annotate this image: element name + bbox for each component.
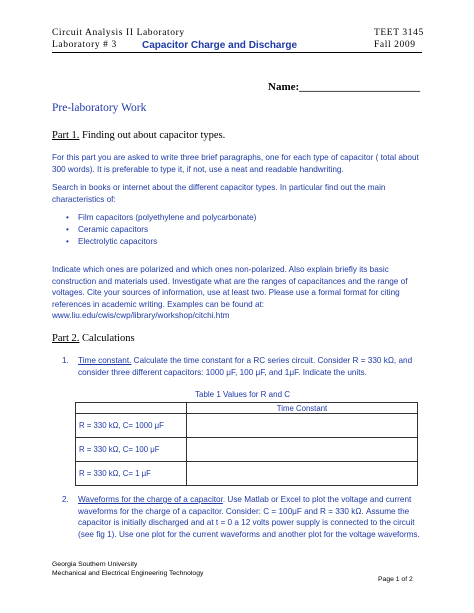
table-row-label: R = 330 kΩ, C= 1 μF — [76, 462, 187, 486]
part1-paragraph-1: For this part you are asked to write three brief paragraphs, one for each type of capacitor ( total about 300 words). It is preferable to type it, if not, use a neat and readable handwriting. — [52, 153, 419, 174]
item-title: Waveforms for the charge of a capacitor — [78, 495, 223, 504]
part1-label: Part 1. — [52, 130, 80, 141]
footer-university: Georgia Southern University — [52, 561, 138, 568]
footer-department: Mechanical and Electrical Engineering Technology — [52, 570, 204, 577]
table-row — [76, 438, 418, 462]
lab-title: Capacitor Charge and Discharge — [142, 40, 298, 51]
lab-number: Laboratory # 3 — [52, 40, 117, 50]
list-item: • Film capacitors (polyethylene and polycarbonate) — [78, 212, 256, 224]
term: Fall 2009 — [374, 40, 416, 50]
course-name: Circuit Analysis II Laboratory — [52, 28, 185, 38]
table-row — [76, 414, 418, 438]
item-text: . Use Matlab or Excel to plot the voltage and current waveforms for the charge of a capacitor. Consider: C = 100μF and R = 330 kΩ. Assume the capacitor is initially discharged and at t = 0 a 12 volts power supply is connected to the circuit (see fig 1). Use one plot for the current waveforms and another plot for the voltage waveforms. — [78, 495, 420, 539]
footer-left — [52, 560, 203, 578]
table-header-row — [76, 403, 418, 414]
part1-title: Finding out about capacitor types. — [79, 130, 226, 141]
table-header-empty — [76, 403, 187, 414]
table-row — [76, 462, 418, 486]
part2-label: Part 2. — [52, 333, 80, 344]
prelab-title: Pre-laboratory Work — [52, 102, 147, 114]
time-constant-table — [75, 402, 418, 486]
list-item: • Ceramic capacitors — [78, 224, 256, 236]
list-item: • Electrolytic capacitors — [78, 236, 256, 248]
table-header-time-constant: Time Constant — [187, 403, 418, 414]
part1-paragraph-3: Indicate which ones are polarized and which ones non-polarized. Also explain briefly its basic construction and materials used. Investigate what are the ranges of capacitances and the range of voltages. Cite your sources of information, use at least two. Please use a formal format for citing references in academic writing. Examples can be found at: — [52, 265, 408, 309]
item-title: Time constant. — [78, 356, 132, 365]
part2-title: Calculations — [79, 333, 135, 344]
name-field-label: Name:______________________ — [268, 81, 421, 93]
time-constant-cell[interactable] — [187, 414, 418, 438]
part1-heading — [52, 130, 225, 141]
calc-item-2 — [62, 494, 432, 540]
time-constant-cell[interactable] — [187, 438, 418, 462]
calc-item-1 — [62, 355, 432, 378]
capacitor-type-list — [52, 212, 256, 247]
citation-link[interactable]: www.liu.edu/cwis/cwp/library/workshop/citchi.htm — [52, 311, 230, 320]
item-text: Calculate the time constant for a RC series circuit. Consider R = 330 kΩ, and consider three different capacitors: 1000 μF, 100 μF, and 1μF. Indicate the units. — [78, 356, 413, 377]
course-code: TEET 3145 — [374, 28, 424, 38]
item-number: 1. — [62, 356, 69, 365]
item-number: 2. — [62, 495, 69, 504]
table-caption: Table 1 Values for R and C — [195, 390, 291, 399]
part1-paragraph-2: Search in books or internet about the different capacitor types. In particular find out the main characteristics of: — [52, 183, 386, 204]
header-divider — [52, 52, 422, 53]
part2-heading — [52, 333, 135, 344]
table-row-label: R = 330 kΩ, C= 1000 μF — [76, 414, 187, 438]
page-number: Page 1 of 2 — [378, 576, 413, 583]
table-row-label: R = 330 kΩ, C= 100 μF — [76, 438, 187, 462]
time-constant-cell[interactable] — [187, 462, 418, 486]
